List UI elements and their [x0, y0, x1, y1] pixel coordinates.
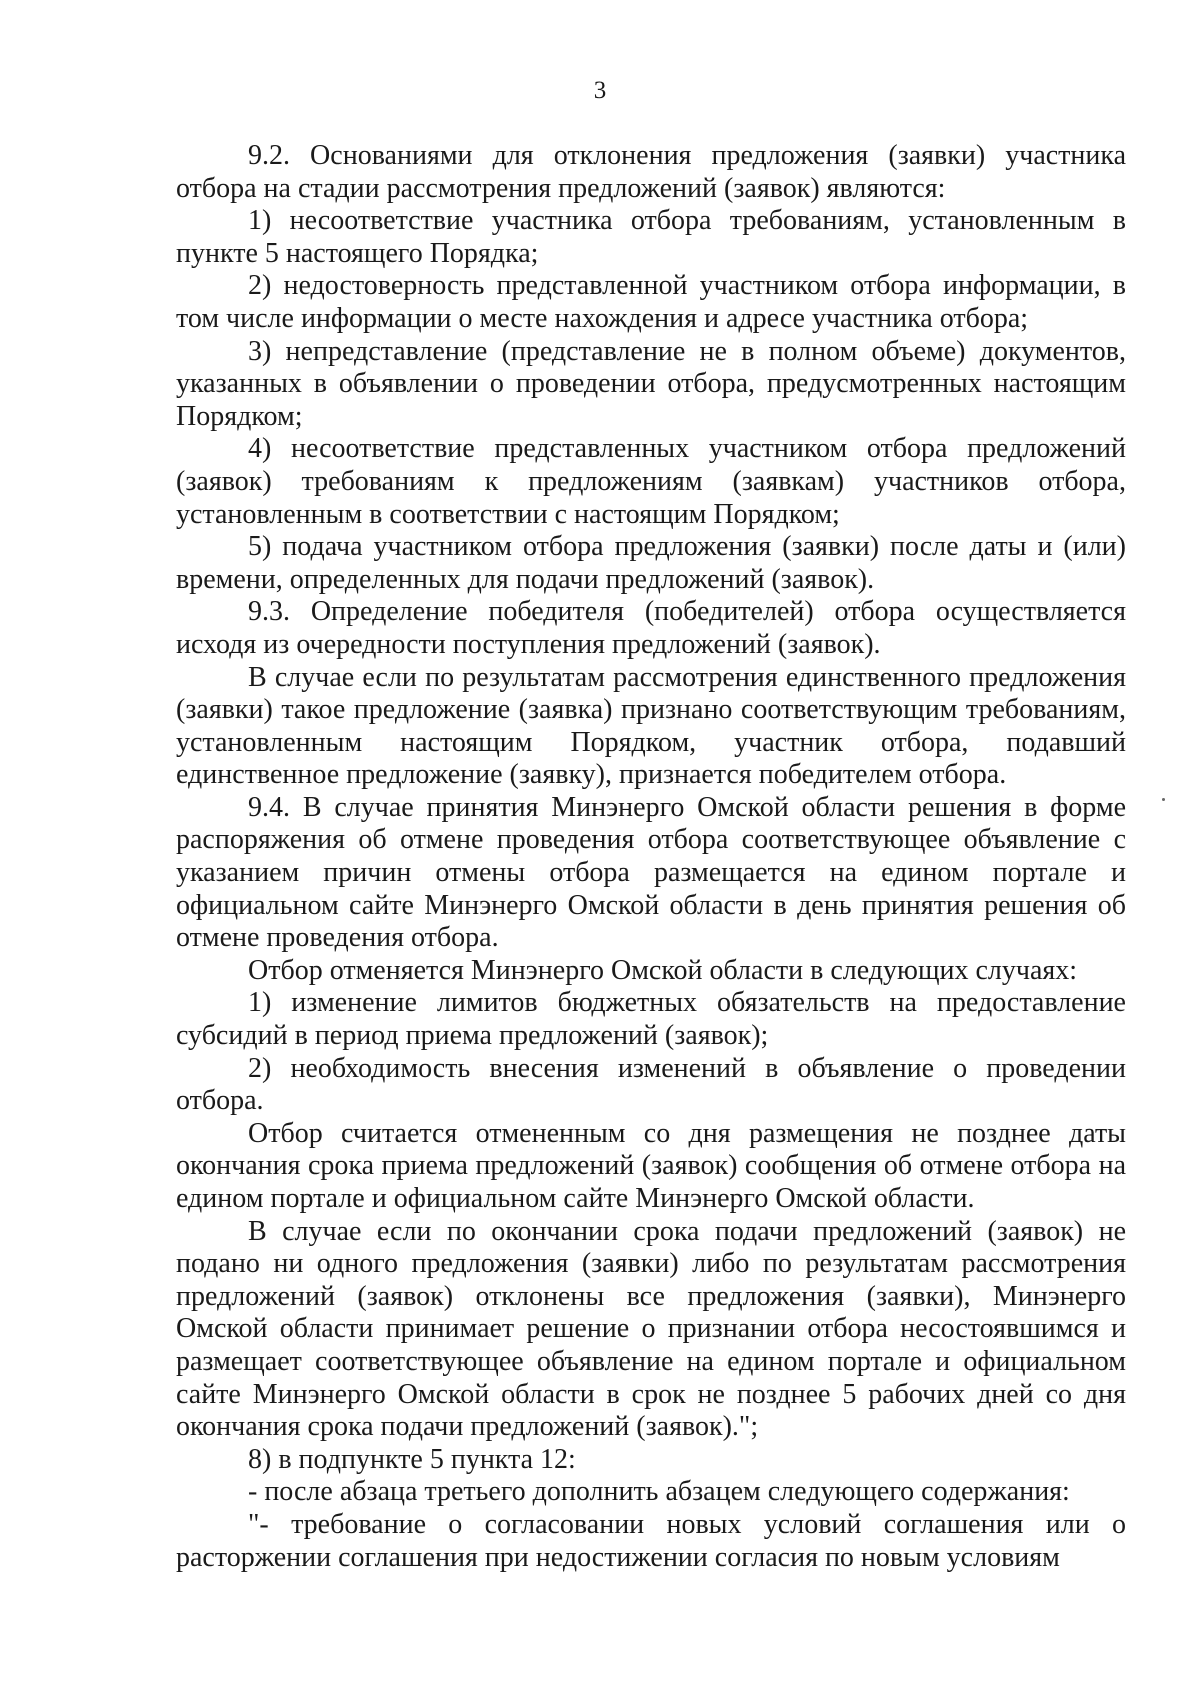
paragraph-item-3: 3) непредставление (представление не в полном объеме) документов, указанных в объявлении о проведении отбора, предусмотренных настоящим Порядком; [176, 335, 1126, 432]
paragraph-item-4: 4) несоответствие представленных участником отбора предложений (заявок) требованиям к предложениям (заявкам) участников отбора, установленным в соответствии с настоящим Порядком; [176, 433, 1126, 530]
paragraph-cancel-case-2: 2) необходимость внесения изменений в объявление о проведении отбора. [176, 1052, 1126, 1117]
paragraph-quoted-requirement: "- требование о согласовании новых условий соглашения или о расторжении соглашения при недостижении согласия по новым условиям [176, 1508, 1126, 1573]
paragraph-9-2: 9.2. Основаниями для отклонения предложения (заявки) участника отбора на стадии рассмотрения предложений (заявок) являются: [176, 140, 1126, 204]
paragraph-amendment-8: 8) в подпункте 5 пункта 12: [248, 1443, 576, 1475]
scan-speck [1162, 798, 1165, 801]
document-body [176, 140, 1126, 1574]
paragraph-cancelled-date: Отбор считается отмененным со дня размещения не позднее даты окончания срока приема предложений (заявок) сообщения об отмене отбора на едином портале и официальном сайте Минэнерго Омской области. [176, 1117, 1126, 1214]
paragraph-failed-selection: В случае если по окончании срока подачи предложений (заявок) не подано ни одного предложения (заявки) либо по результатам рассмотрения предложений (заявок) отклонены все предложения (заявки), Минэнерго Омской области принимает решение о признании отбора несостоявшимся и размещает соответствующее объявление на едином портале и официальном сайте Минэнерго Омской области в срок не позднее 5 рабочих дней со дня окончания срока подачи предложений (заявок)."; [176, 1215, 1126, 1443]
paragraph-item-1: 1) несоответствие участника отбора требованиям, установленным в пункте 5 настоящего Порядка; [176, 205, 1126, 269]
paragraph-item-5: 5) подача участником отбора предложения (заявки) после даты и (или) времени, определенных для подачи предложений (заявок). [176, 531, 1126, 595]
paragraph-9-3: 9.3. Определение победителя (победителей) отбора осуществляется исходя из очередности поступления предложений (заявок). [176, 596, 1126, 660]
page-number: 3 [593, 77, 607, 104]
paragraph-single-bid: В случае если по результатам рассмотрения единственного предложения (заявки) такое предложение (заявка) признано соответствующим требованиям, установленным настоящим Порядком, участник отбора, подавший единственное предложение (заявку), признается победителем отбора. [176, 661, 1126, 791]
paragraph-cancel-cases: Отбор отменяется Минэнерго Омской области в следующих случаях: [248, 954, 1078, 986]
paragraph-amendment-insert: - после абзаца третьего дополнить абзацем следующего содержания: [248, 1476, 1070, 1508]
paragraph-9-4: 9.4. В случае принятия Минэнерго Омской области решения в форме распоряжения об отмене проведения отбора соответствующее объявление с указанием причин отмены отбора размещается на едином портале и официальном сайте Минэнерго Омской области в день принятия решения об отмене проведения отбора. [176, 791, 1126, 954]
paragraph-cancel-case-1: 1) изменение лимитов бюджетных обязательств на предоставление субсидий в период приема предложений (заявок); [176, 987, 1126, 1052]
paragraph-item-2: 2) недостоверность представленной участником отбора информации, в том числе информации о месте нахождения и адресе участника отбора; [176, 270, 1126, 334]
